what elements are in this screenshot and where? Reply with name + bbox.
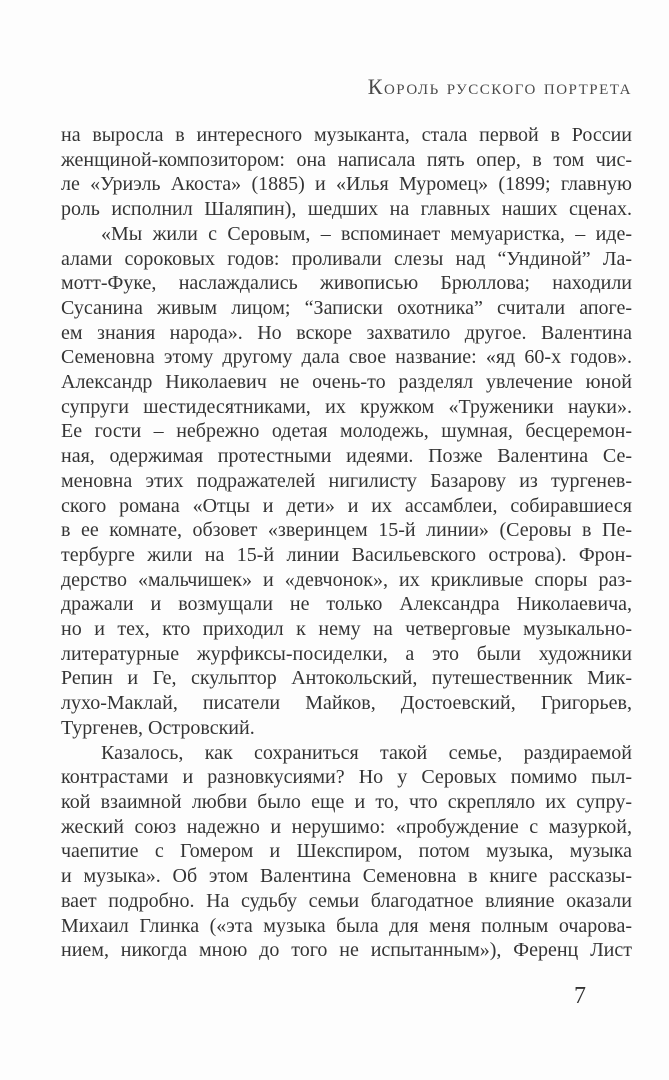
text-line: вает подробно. На судьбу семьи благодатное влияние оказали bbox=[61, 889, 632, 912]
text-line: ского романа «Отцы и дети» и их ассамблеи, собиравшиеся bbox=[61, 494, 632, 517]
text-line: женщиной-композитором: она написала пять опер, в том чис- bbox=[61, 148, 632, 171]
text-line: дерство «мальчишек» и «девчонок», их крикливые споры раз- bbox=[61, 568, 632, 591]
text-line: кой взаимной любви было еще и то, что скрепляло их супру- bbox=[61, 790, 632, 813]
text-line: Александр Николаевич не очень-то разделял увлечение юной bbox=[61, 371, 632, 394]
text-line: Ее гости – небрежно одетая молодежь, шумная, бесцеремон- bbox=[61, 420, 632, 443]
text-line: литературные журфиксы-посиделки, а это были художники bbox=[61, 642, 632, 665]
text-line: мотт-Фуке, наслаждались живописью Брюллова; находили bbox=[61, 272, 632, 295]
text-line: тербурге жили на 15-й линии Васильевского острова). Фрон- bbox=[61, 543, 632, 566]
text-line: роль исполнил Шаляпин), шедших на главных наших сценах. bbox=[61, 198, 632, 221]
text-line: дражали и возмущали не только Александра Николаевича, bbox=[61, 593, 632, 616]
text-line: ем знания народа». Но вскоре захватило другое. Валентина bbox=[61, 321, 632, 344]
text-line: и музыка». Об этом Валентина Семеновна в книге рассказы- bbox=[61, 865, 632, 888]
text-line: Михаил Глинка («эта музыка была для меня полным очарова- bbox=[61, 914, 632, 937]
text-line: нием, никогда мною до того не испытанным»), Ференц Лист bbox=[61, 939, 632, 962]
text-line: алами сороковых годов: проливали слезы над “Ундиной” Ла- bbox=[61, 247, 632, 270]
text-line: «Мы жили с Серовым, – вспоминает мемуаристка, – иде- bbox=[101, 222, 632, 245]
text-line: на выросла в интересного музыканта, стала первой в России bbox=[61, 124, 632, 146]
text-line: супруги шестидесятниками, их кружком «Труженики науки». bbox=[61, 395, 632, 418]
text-line: Казалось, как сохраниться такой семье, раздираемой bbox=[101, 741, 632, 764]
page-number: 7 bbox=[574, 983, 586, 1009]
text-line: Тургенев, Островский. bbox=[61, 716, 255, 739]
text-line: но и тех, кто приходил к нему на четверговые музыкально- bbox=[61, 618, 632, 641]
text-line: ная, одержимая протестными идеями. Позже Валентина Се- bbox=[61, 445, 632, 468]
running-head: Король русского портрета bbox=[367, 74, 632, 99]
text-line: контрастами и разновкусиями? Но у Серовых помимо пыл- bbox=[61, 766, 632, 789]
text-line: в ее комнате, обзовет «зверинцем 15-й линии» (Серовы в Пе- bbox=[61, 519, 632, 542]
text-line: Сусанина живым лицом; “Записки охотника” считали апоге- bbox=[61, 296, 632, 319]
text-line: меновна этих подражателей нигилисту Базарову из тургенев- bbox=[61, 469, 632, 492]
text-line: лухо-Маклай, писатели Майков, Достоевский, Григорьев, bbox=[61, 692, 632, 715]
text-line: Репин и Ге, скульптор Антокольский, путешественник Мик- bbox=[61, 667, 632, 690]
text-line: Семеновна этому другому дала свое название: «яд 60-х годов». bbox=[61, 346, 632, 369]
text-line: чаепитие с Гомером и Шекспиром, потом музыка, музыка bbox=[61, 840, 632, 863]
text-block bbox=[61, 123, 632, 963]
text-line: жеский союз надежно и нерушимо: «пробуждение с мазуркой, bbox=[61, 815, 632, 838]
text-line: ле «Уриэль Акоста» (1885) и «Илья Муромец» (1899; главную bbox=[61, 173, 632, 196]
